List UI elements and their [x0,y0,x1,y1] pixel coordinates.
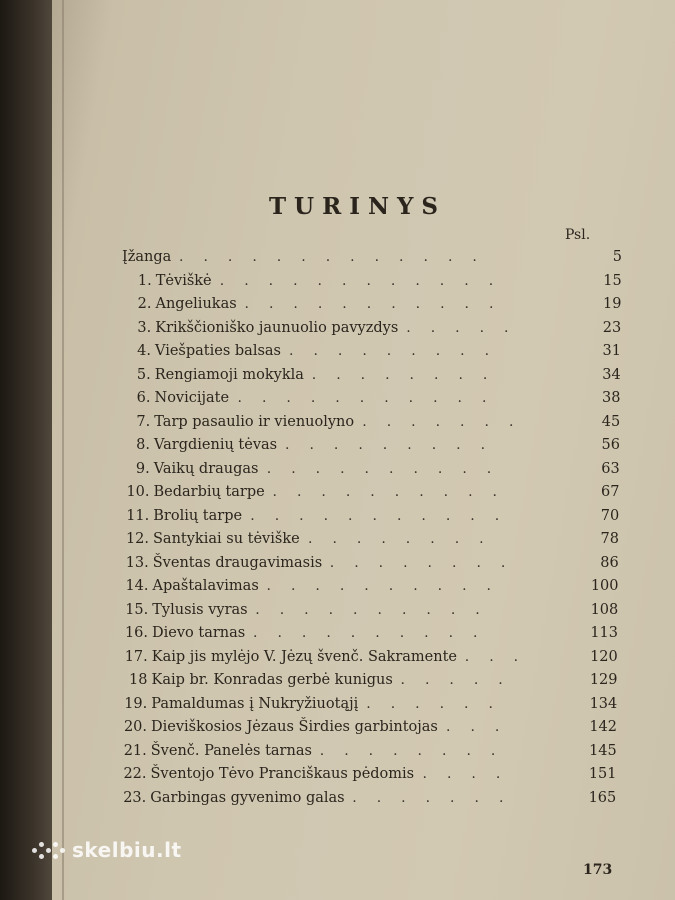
toc-row [122,294,622,314]
page-number: 173 [583,862,613,878]
toc-entry-number: 15. [125,601,149,618]
toc-entry-title: Viešpaties balsas [155,343,281,359]
toc-entry-number: 12. [125,531,149,547]
toc-entry-page: 15 [603,272,622,289]
toc-entry-number: 2. [137,296,152,312]
toc-row [120,412,620,432]
toc-row [122,247,622,267]
toc-entry-number: 18 [129,672,148,688]
toc-entry-number: 1. [137,272,152,289]
toc-leader-dots: ........ [308,531,504,547]
toc-entry-number: 6. [136,390,151,406]
toc-entry-page: 56 [601,437,620,453]
toc-leader-dots: ...... [366,695,513,712]
watermark-logo [32,838,182,862]
toc-entry-page: 31 [602,343,621,359]
toc-entry-number: 5. [136,366,151,383]
toc-entry-number: 14. [125,578,149,594]
watermark-text: skelbiu.lt [72,838,182,862]
toc-entry-page: 165 [588,789,617,806]
toc-entry-page: 86 [600,554,619,571]
watermark-dots-icon [32,839,66,861]
toc-entry-page: 67 [601,484,620,500]
toc-row [117,717,617,737]
toc-entry-title: Šventojo Tėvo Pranciškaus pėdomis [150,766,415,782]
toc-row [118,647,618,667]
toc-entry-number: 16. [124,625,148,641]
page-gutter [62,0,64,900]
toc-entry-number: 3. [137,319,152,336]
toc-row [121,388,621,408]
toc-entry-number: 20. [123,719,147,735]
toc-entry-number: 8. [136,437,150,453]
toc-leader-dots: ......... [285,437,506,453]
toc-entry-page: 134 [589,695,618,712]
toc-leader-dots: ........... [250,507,520,524]
toc-entry-title: Kaip br. Konradas gerbė kunigus [151,672,393,688]
toc-entry-title: Tylusis vyras [152,601,248,618]
page-title: TURINYS [268,193,447,220]
toc-leader-dots: .......... [266,578,512,594]
toc-entry-title: Įžanga [122,249,172,265]
toc-entry-number: 21. [123,742,147,759]
toc-entry-number: 11. [126,507,150,524]
toc-leader-dots: ............. [179,249,497,265]
toc-leader-dots: ..... [400,672,523,688]
toc-entry-number: 19. [124,695,148,712]
toc-entry-title: Dievo tarnas [152,625,246,641]
toc-leader-dots: ........ [311,366,508,383]
toc-row [120,435,620,455]
toc-entry-title: Kaip jis mylėjo V. Jėzų švenč. Sakramente [151,648,457,665]
toc-entry-number: 17. [124,648,148,665]
toc-entry-number: 22. [123,766,147,782]
toc-entry-title: Santykiai su tėviške [153,531,300,547]
toc-leader-dots: ..... [406,319,529,336]
toc-entry-title: Vaikų draugas [153,460,259,477]
toc-leader-dots: ........... [237,390,507,406]
toc-row [116,788,616,808]
toc-leader-dots: .......... [272,484,518,500]
toc-row [117,741,617,761]
toc-entry-page: 78 [600,531,619,547]
toc-leader-dots: ........... [244,296,514,312]
toc-entry-title: Šventas draugavimasis [152,554,323,571]
toc-row [122,271,622,291]
toc-entry-title: Brolių tarpe [153,507,243,524]
toc-leader-dots: ............ [219,272,514,289]
toc-row [120,482,620,502]
toc-row [118,670,618,690]
toc-entry-title: Tėviškė [155,272,212,289]
toc-entry-title: Dieviškosios Jėzaus Širdies garbintojas [151,719,438,735]
toc-leader-dots: ........ [319,742,516,759]
toc-entry-title: Vargdienių tėvas [154,437,278,453]
toc-entry-page: 108 [590,601,619,618]
page-column-label: Psl. [565,227,591,243]
toc-entry-page: 100 [590,578,619,594]
toc-leader-dots: .......... [266,460,512,477]
toc-entry-title: Angeliukas [155,296,237,312]
toc-entry-number: 10. [126,484,150,500]
toc-row [118,600,618,620]
toc-row [121,341,621,361]
toc-row [121,318,621,338]
toc-leader-dots: .......... [253,625,498,641]
toc-row [118,623,618,643]
toc-row [117,764,617,784]
toc-entry-title: Pamaldumas į Nukryžiuotąjį [151,695,359,712]
toc-entry-page: 129 [589,672,618,688]
toc-entry-page: 23 [602,319,622,336]
toc-entry-number: 9. [135,460,150,477]
toc-row [121,365,621,385]
toc-entry-number: 7. [136,413,151,430]
toc-entry-title: Garbingas gyvenimo galas [150,789,345,806]
toc-leader-dots: ... [464,648,539,665]
toc-leader-dots: .......... [255,601,500,618]
toc-entry-number: 23. [123,789,147,806]
toc-row [119,553,619,573]
toc-entry-page: 34 [602,366,621,383]
toc-leader-dots: .... [422,766,521,782]
toc-leader-dots: ....... [362,413,534,430]
toc-entry-page: 142 [589,719,617,735]
toc-leader-dots: ... [446,719,520,735]
toc-entry-page: 63 [601,460,620,477]
toc-row [119,529,619,549]
toc-leader-dots: ......... [289,343,510,359]
toc-entry-number: 13. [125,554,149,571]
toc-entry-page: 45 [601,413,621,430]
toc-row [117,694,617,714]
toc-entry-page: 38 [602,390,621,406]
toc-entry-title: Rengiamoji mokykla [154,366,304,383]
toc-entry-page: 151 [588,766,617,782]
toc-entry-page: 120 [590,648,618,665]
toc-entry-title: Krikščioniško jaunuolio pavyzdys [155,319,399,336]
toc-entry-title: Novicijate [154,390,230,406]
toc-entry-page: 19 [603,296,622,312]
toc-row [119,576,619,596]
toc-leader-dots: ....... [352,789,524,806]
toc-row [119,506,619,526]
toc-entry-page: 113 [590,625,618,641]
toc-row [120,459,620,479]
toc-leader-dots: ........ [329,554,526,571]
toc-entry-title: Tarp pasaulio ir vienuolyno [154,413,355,430]
toc-entry-page: 70 [600,507,620,524]
toc-entry-title: Apaštalavimas [152,578,259,594]
toc-entry-title: Švenč. Panelės tarnas [150,742,312,759]
toc-entry-page: 5 [612,249,622,265]
book-spine-shadow [0,0,60,900]
toc-entry-page: 145 [589,742,617,759]
toc-entry-number: 4. [137,343,151,359]
toc-entry-title: Bedarbių tarpe [153,484,265,500]
